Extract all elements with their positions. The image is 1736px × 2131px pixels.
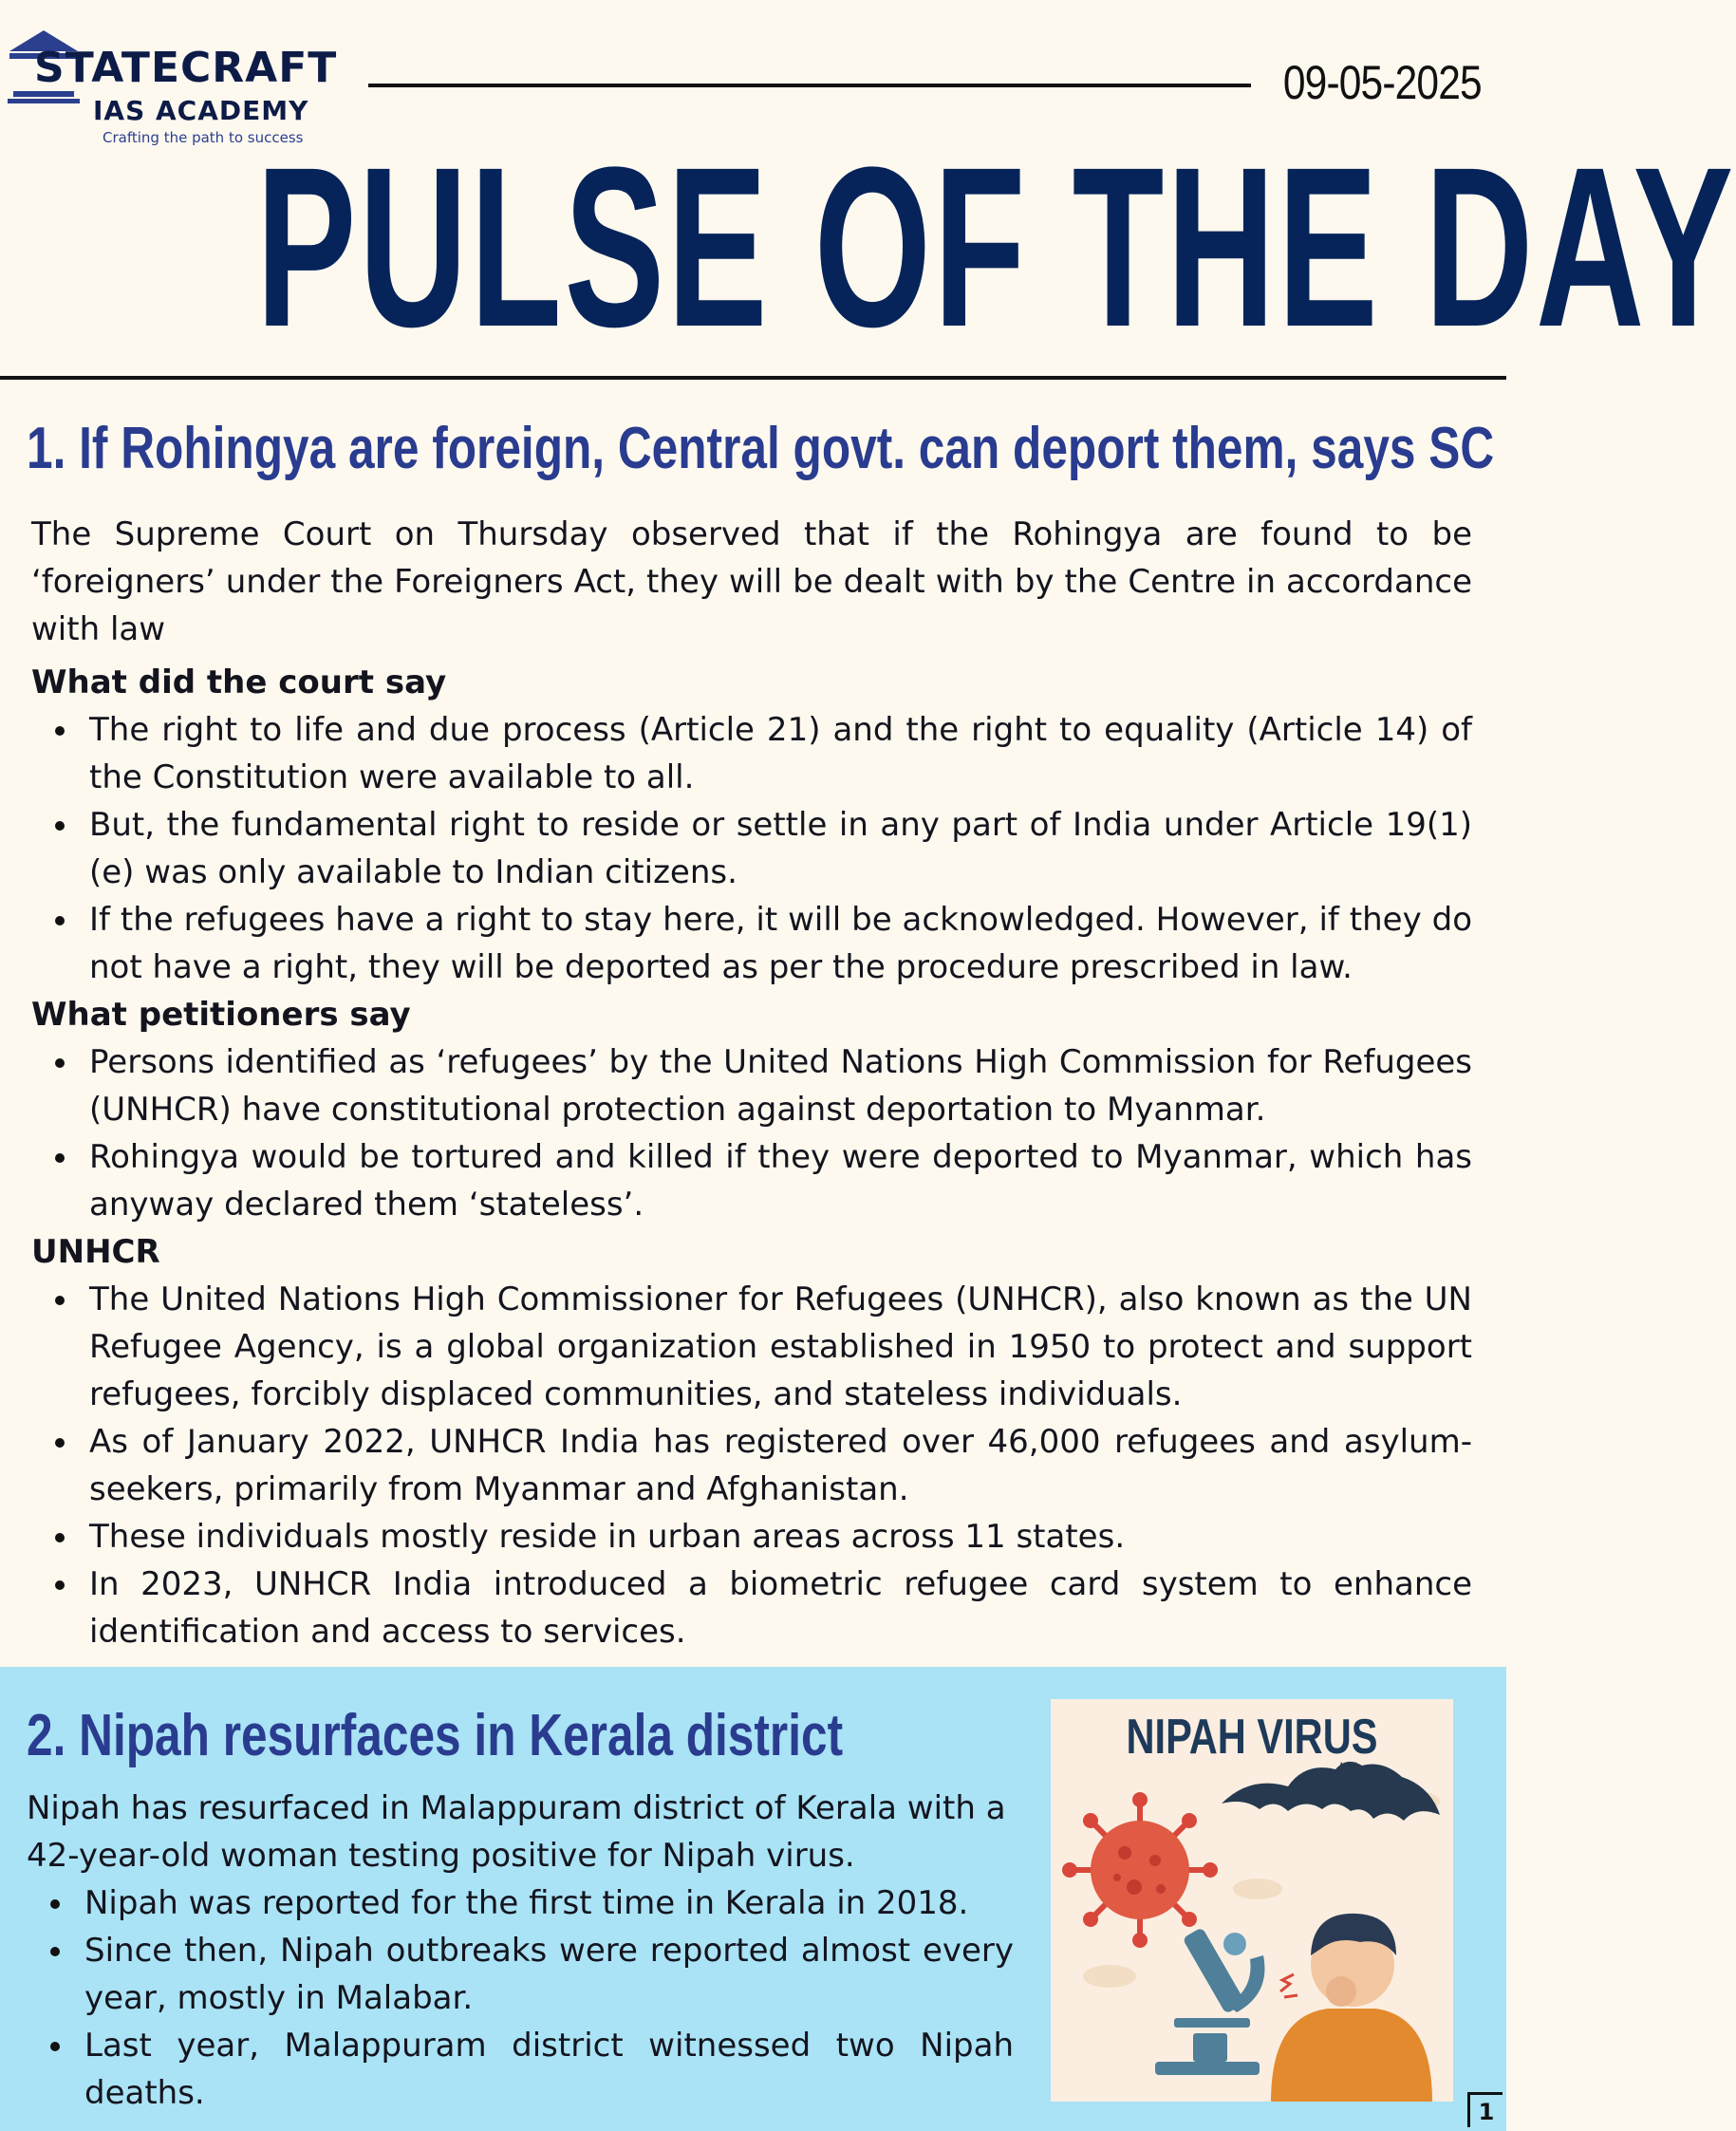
article-1-intro: The Supreme Court on Thursday observed that if the Rohingya are found to be ‘foreigners’ under the Foreigners Act, they will be dealt with by the Centre in accordance with law: [31, 515, 1472, 648]
bat-icon: [1222, 1762, 1440, 1821]
subheading-court: What did the court say: [31, 664, 447, 701]
header-divider: [368, 84, 1251, 87]
article-1-body: [31, 511, 1472, 1655]
subheading-petitioners: What petitioners say: [31, 996, 411, 1034]
virus-icon: [1062, 1792, 1218, 1948]
list-item: The United Nations High Commissioner for Refugees (UNHCR), also known as the UN Refugee Agency, is a global organization established in 1950 to protect and support refugees, forcibly displaced communities, and stateless individuals.: [89, 1276, 1472, 1418]
list-item: These individuals mostly reside in urban areas across 11 states.: [89, 1513, 1472, 1561]
list-item: Persons identified as ‘refugees’ by the United Nations High Commission for Refugees (UNHCR) have constitutional protection against deportation to Myanmar.: [89, 1038, 1472, 1133]
article-2-heading: 2. Nipah resurfaces in Kerala district: [27, 1703, 844, 1768]
nipah-bullet-list: [27, 1879, 1014, 2117]
article-2-body: [27, 1785, 1014, 2117]
list-item: Last year, Malappuram district witnessed two Nipah deaths.: [84, 2022, 1014, 2117]
list-item: Rohingya would be tortured and killed if they were deported to Myanmar, which has anyway declared them ‘stateless’.: [89, 1133, 1472, 1228]
article-1-heading: 1. If Rohingya are foreign, Central govt. can deport them, says SC: [27, 416, 1495, 481]
logo-tagline: Crafting the path to success: [103, 129, 304, 146]
unhcr-bullet-list: [31, 1276, 1472, 1655]
microscope-icon: [1155, 1927, 1264, 2075]
list-item: Since then, Nipah outbreaks were reported almost every year, mostly in Malabar.: [84, 1927, 1014, 2022]
issue-date: 09-05-2025: [1283, 56, 1482, 109]
article-2-intro: Nipah has resurfaced in Malappuram district of Kerala with a 42-year-old woman testing positive for Nipah virus.: [27, 1789, 1006, 1875]
list-item: Nipah was reported for the first time in Kerala in 2018.: [84, 1879, 1014, 1927]
list-item: As of January 2022, UNHCR India has registered over 46,000 refugees and asylum-seekers, primarily from Myanmar and Afghanistan.: [89, 1418, 1472, 1513]
coughing-person-icon: [1271, 1914, 1432, 2102]
page-number: 1: [1467, 2092, 1503, 2127]
nipah-image-title: NIPAH VIRUS: [1126, 1710, 1378, 1765]
subheading-unhcr: UNHCR: [31, 1233, 160, 1271]
logo-subtitle: IAS ACADEMY: [93, 95, 309, 126]
list-item: If the refugees have a right to stay here, it will be acknowledged. However, if they do not have a right, they will be deported as per the procedure prescribed in law.: [89, 896, 1472, 991]
logo-name: STATECRAFT: [34, 44, 338, 92]
article-nipah: [0, 1667, 1506, 2131]
list-item: In 2023, UNHCR India introduced a biometric refugee card system to enhance identification and access to services.: [89, 1561, 1472, 1655]
court-bullet-list: [31, 706, 1472, 991]
article-rohingya: [0, 380, 1506, 1667]
page-title: PULSE OF THE DAY: [255, 120, 1736, 374]
list-item: The right to life and due process (Article 21) and the right to equality (Article 14) of the Constitution were available to all.: [89, 706, 1472, 801]
list-item: But, the fundamental right to reside or settle in any part of India under Article 19(1)(e) was only available to Indian citizens.: [89, 801, 1472, 896]
page-header: [0, 0, 1736, 380]
nipah-virus-illustration: [1051, 1699, 1453, 2102]
petitioners-bullet-list: [31, 1038, 1472, 1228]
